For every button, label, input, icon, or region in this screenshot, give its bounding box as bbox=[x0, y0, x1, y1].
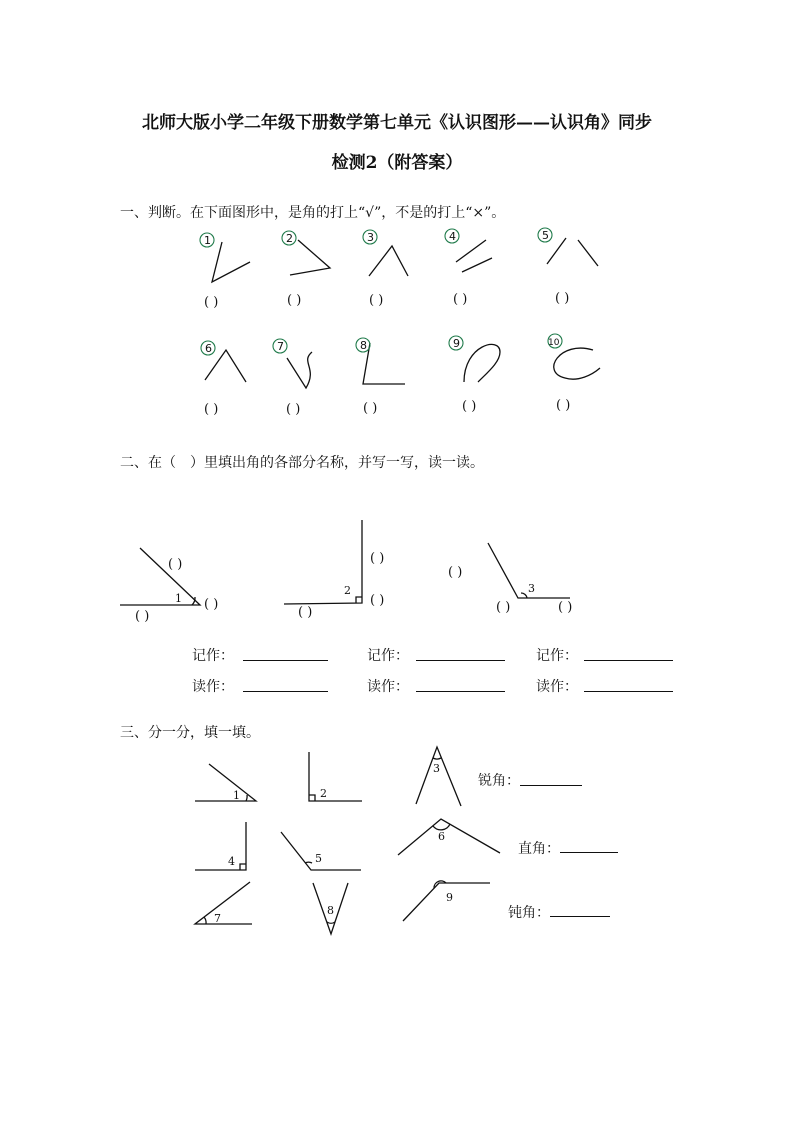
acute-blank[interactable] bbox=[520, 785, 582, 786]
right-blank[interactable] bbox=[560, 852, 618, 853]
answer-paren-6[interactable]: ( ) bbox=[204, 402, 219, 417]
number-5-text: 5 bbox=[542, 229, 549, 242]
number-6-text: 6 bbox=[205, 342, 212, 355]
s3-angle-3-arc bbox=[433, 758, 441, 759]
s3-label-3: 3 bbox=[433, 762, 440, 775]
acute-label: 锐角： bbox=[478, 773, 520, 789]
fig1-paren-side-a[interactable]: ( ) bbox=[168, 557, 183, 572]
write-label-3: 记作： bbox=[536, 648, 578, 664]
s3-label-7: 7 bbox=[214, 912, 221, 925]
fig2-paren-vertex[interactable]: ( ) bbox=[370, 593, 385, 608]
s3-angle-7-arc bbox=[204, 917, 206, 924]
angle-3-label: 3 bbox=[528, 582, 535, 595]
s3-angle-3-lines bbox=[416, 747, 461, 806]
s3-angle-7-lines bbox=[195, 882, 252, 924]
fig2-paren-side-a[interactable]: ( ) bbox=[370, 551, 385, 566]
s3-label-5: 5 bbox=[315, 852, 322, 865]
s3-angle-1-arc bbox=[246, 795, 247, 801]
read-label-1: 读作： bbox=[192, 679, 234, 695]
answer-paren-7[interactable]: ( ) bbox=[286, 402, 301, 417]
obtuse-blank[interactable] bbox=[550, 916, 610, 917]
write-label-1: 记作： bbox=[192, 648, 234, 664]
angle-1-label: 1 bbox=[175, 592, 182, 605]
section-1-heading: 一、判断。在下面图形中，是角的打上“√”，不是的打上“×”。 bbox=[120, 205, 506, 221]
answer-paren-2[interactable]: ( ) bbox=[287, 293, 302, 308]
s3-angle-2-lines bbox=[309, 752, 362, 801]
answer-paren-10[interactable]: ( ) bbox=[556, 398, 571, 413]
s3-angle-4-right-mark bbox=[240, 864, 246, 870]
page-title-line-1: 北师大版小学二年级下册数学第七单元《认识图形——认识角》同步 bbox=[142, 113, 652, 133]
number-7-text: 7 bbox=[277, 340, 284, 353]
section-2-heading: 二、在（ ）里填出角的各部分名称，并写一写，读一读。 bbox=[120, 455, 484, 471]
obtuse-label: 钝角： bbox=[508, 905, 550, 921]
fig1-paren-side-b[interactable]: ( ) bbox=[135, 609, 150, 624]
section-3-heading: 三、分一分，填一填。 bbox=[120, 725, 260, 741]
right-label: 直角： bbox=[518, 841, 560, 857]
answer-paren-1[interactable]: ( ) bbox=[204, 295, 219, 310]
write-label-2: 记作： bbox=[367, 648, 409, 664]
s3-angle-6-arc bbox=[433, 824, 450, 830]
s3-label-4: 4 bbox=[228, 855, 235, 868]
s3-label-9: 9 bbox=[446, 891, 453, 904]
s3-angle-5-arc bbox=[305, 862, 312, 863]
number-9-text: 9 bbox=[453, 337, 460, 350]
number-8-text: 8 bbox=[360, 339, 367, 352]
number-2-text: 2 bbox=[286, 232, 293, 245]
answer-paren-4[interactable]: ( ) bbox=[453, 292, 468, 307]
number-3-text: 3 bbox=[367, 231, 374, 244]
s3-angle-8-arc bbox=[327, 922, 335, 923]
s3-angle-4-lines bbox=[195, 822, 246, 870]
angle-2-label: 2 bbox=[344, 584, 351, 597]
answer-paren-5[interactable]: ( ) bbox=[555, 291, 570, 306]
number-4-text: 4 bbox=[449, 230, 456, 243]
number-1-text: 1 bbox=[204, 234, 211, 247]
read-label-3: 读作： bbox=[536, 679, 578, 695]
s3-label-6: 6 bbox=[438, 830, 445, 843]
fig2-paren-side-b[interactable]: ( ) bbox=[298, 605, 313, 620]
s3-label-1: 1 bbox=[233, 789, 240, 802]
s3-label-8: 8 bbox=[327, 904, 334, 917]
fig3-paren-side-b[interactable]: ( ) bbox=[558, 600, 573, 615]
fig3-paren-side-a[interactable]: ( ) bbox=[448, 565, 463, 580]
s3-label-2: 2 bbox=[320, 787, 327, 800]
number-10-text: 10 bbox=[548, 338, 560, 348]
fig1-paren-vertex[interactable]: ( ) bbox=[204, 597, 219, 612]
answer-paren-9[interactable]: ( ) bbox=[462, 399, 477, 414]
answer-paren-8[interactable]: ( ) bbox=[363, 401, 378, 416]
answer-paren-3[interactable]: ( ) bbox=[369, 293, 384, 308]
read-label-2: 读作： bbox=[367, 679, 409, 695]
s3-angle-2-right-mark bbox=[309, 795, 315, 801]
page-title-line-2: 检测2（附答案） bbox=[331, 153, 463, 173]
fig3-paren-vertex[interactable]: ( ) bbox=[496, 600, 511, 615]
s3-angle-6-lines bbox=[398, 819, 500, 855]
